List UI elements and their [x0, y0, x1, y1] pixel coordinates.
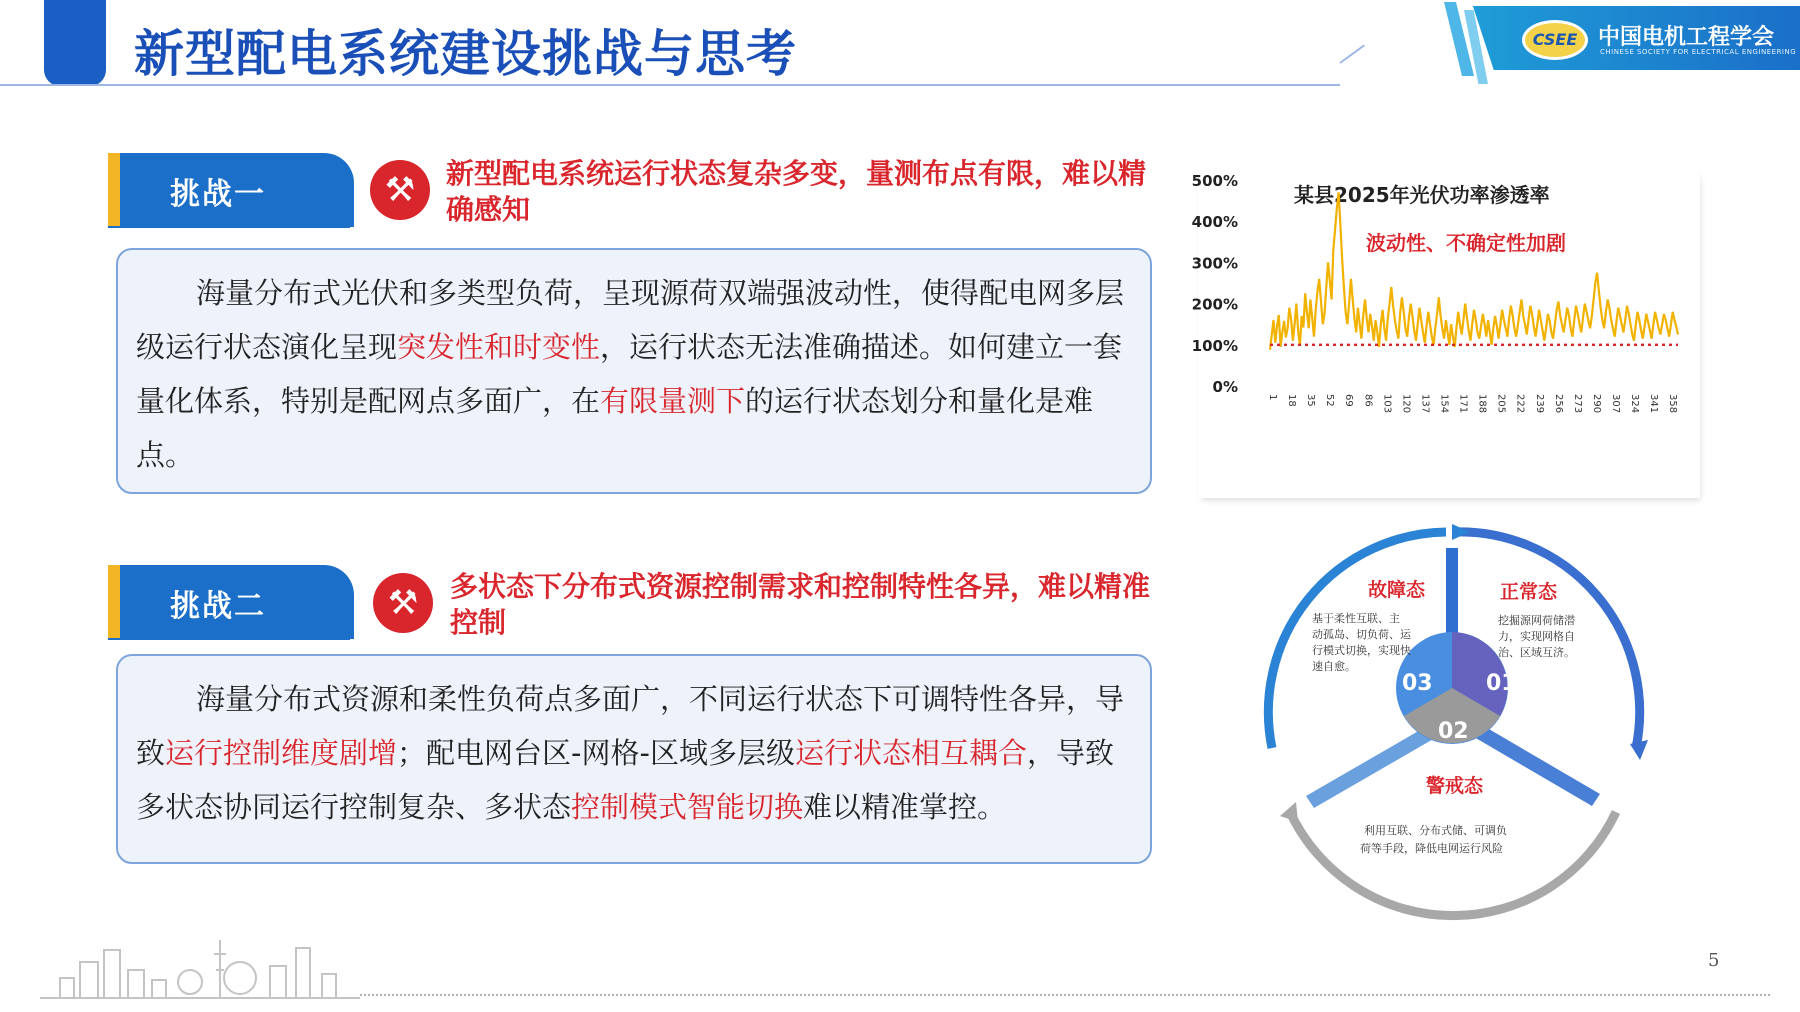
state-03-desc: 基于柔性互联、主 — [1312, 612, 1400, 625]
page-title: 新型配电系统建设挑战与思考 — [134, 25, 797, 83]
state-02-name: 警戒态 — [1426, 775, 1484, 797]
x-tick-label: 137 — [1419, 394, 1431, 414]
arrow-head-icon — [1452, 524, 1470, 540]
x-tick-label: 256 — [1552, 394, 1564, 414]
y-tick-label: 500% — [1191, 172, 1238, 190]
city-skyline-icon — [40, 920, 360, 1000]
desc-text: ，运行状态无法准确描述。如何建立一套量化体系，特别是配网点多面广，在 — [136, 330, 1123, 418]
footer-divider — [360, 994, 1770, 996]
state-03-number: 03 — [1402, 671, 1433, 696]
header-divider — [0, 84, 1340, 86]
pv-penetration-chart — [1191, 172, 1698, 498]
tools-icon: ⚒ — [370, 160, 430, 220]
state-01-desc: 力，实现网格自 — [1498, 630, 1575, 643]
x-tick-label: 120 — [1400, 394, 1412, 414]
challenge-1-description — [116, 248, 1152, 494]
x-tick-label: 69 — [1343, 394, 1355, 407]
desc-highlight: 运行状态相互耦合 — [794, 736, 1027, 770]
challenge-2-title: 多状态下分布式资源控制需求和控制特性各异，难以精准控制 — [450, 570, 1151, 639]
y-tick-label: 0% — [1212, 378, 1238, 396]
x-tick-label: 35 — [1305, 394, 1317, 407]
desc-text: 的运行状态划分和量化是难点。 — [136, 384, 1094, 472]
x-tick-label: 205 — [1495, 394, 1507, 414]
x-tick-label: 52 — [1324, 394, 1336, 407]
x-tick-label: 290 — [1590, 394, 1602, 414]
x-tick-label: 239 — [1533, 394, 1545, 414]
x-tick-label: 154 — [1438, 394, 1450, 414]
challenge-1-label: 挑战一 — [170, 177, 266, 212]
y-tick-label: 200% — [1191, 295, 1238, 314]
state-01-name: 正常态 — [1500, 581, 1558, 603]
challenge-2-description — [116, 654, 1152, 864]
chart-annotation: 波动性、不确定性加剧 — [1366, 231, 1566, 255]
x-tick-label: 103 — [1381, 394, 1393, 414]
challenge-1-tag — [108, 153, 354, 227]
state-cycle-diagram — [1256, 512, 1648, 912]
desc-text: ，导致多状态协同运行控制复杂、多状态 — [136, 736, 1114, 824]
challenge-1-underline — [108, 226, 350, 228]
logo-society-name-en: CHINESE SOCIETY FOR ELECTRICAL ENGINEERING — [1600, 48, 1797, 56]
x-tick-label: 307 — [1609, 394, 1621, 414]
y-tick-label: 100% — [1191, 336, 1238, 355]
x-tick-label: 1 — [1267, 394, 1278, 401]
desc-text: 难以精准掌控。 — [803, 790, 1007, 824]
state-01-desc: 治、区域互济。 — [1498, 646, 1575, 659]
logo-society-name: 中国电机工程学会 — [1598, 25, 1775, 50]
challenge-2-label: 挑战二 — [170, 589, 266, 624]
desc-text: ；配电网台区-网格-区域多层级 — [397, 736, 795, 770]
x-tick-label: 358 — [1667, 394, 1679, 414]
header-accent-block — [44, 0, 106, 86]
header-divider-slant — [1339, 45, 1364, 64]
state-03-desc: 速自愈。 — [1312, 660, 1356, 673]
state-03-desc: 行模式切换，实现快 — [1312, 644, 1411, 657]
desc-highlight: 有限量测下 — [600, 384, 746, 418]
desc-text: 海量分布式光伏和多类型负荷，呈现源荷双端强波动性，使得配电网多层级运行状态演化呈现 — [136, 276, 1125, 364]
csee-logo-icon: CSEE — [1522, 20, 1588, 60]
desc-highlight: 运行控制维度剧增 — [165, 736, 398, 770]
tools-icon: ⚒ — [373, 573, 433, 633]
x-tick-label: 324 — [1629, 394, 1641, 414]
y-tick-label: 400% — [1191, 213, 1238, 232]
arrow-head-icon — [1280, 802, 1298, 822]
x-tick-label: 273 — [1571, 394, 1583, 414]
state-01-desc: 挖掘源网荷储潜 — [1498, 614, 1575, 627]
challenge-2-tag — [108, 565, 354, 639]
x-tick-label: 222 — [1514, 394, 1526, 414]
desc-text: 海量分布式资源和柔性负荷点多面广，不同运行状态下可调特性各异，导致 — [136, 682, 1125, 770]
page-number: 5 — [1708, 950, 1720, 971]
challenge-1-title: 新型配电系统运行状态复杂多变，量测布点有限，难以精确感知 — [446, 157, 1147, 226]
state-01-number: 01 — [1486, 671, 1517, 696]
state-02-number: 02 — [1438, 719, 1469, 744]
state-02-desc: 荷等手段，降低电网运行风险 — [1360, 842, 1503, 855]
x-tick-label: 171 — [1457, 394, 1469, 414]
chart-title: 某县2025年光伏功率渗透率 — [1294, 183, 1550, 207]
x-tick-label: 341 — [1648, 394, 1660, 414]
state-02-desc: 利用互联、分布式储、可调负 — [1364, 824, 1507, 837]
state-03-desc: 动孤岛、切负荷、运 — [1312, 628, 1411, 641]
challenge-2-underline — [108, 638, 350, 640]
state-03-name: 故障态 — [1368, 579, 1426, 601]
desc-highlight: 突发性和时变性 — [397, 330, 601, 364]
desc-highlight: 控制模式智能切换 — [571, 790, 804, 824]
y-tick-label: 300% — [1191, 254, 1238, 273]
x-tick-label: 188 — [1476, 394, 1488, 414]
x-tick-label: 18 — [1286, 394, 1298, 407]
x-tick-label: 86 — [1362, 394, 1374, 407]
